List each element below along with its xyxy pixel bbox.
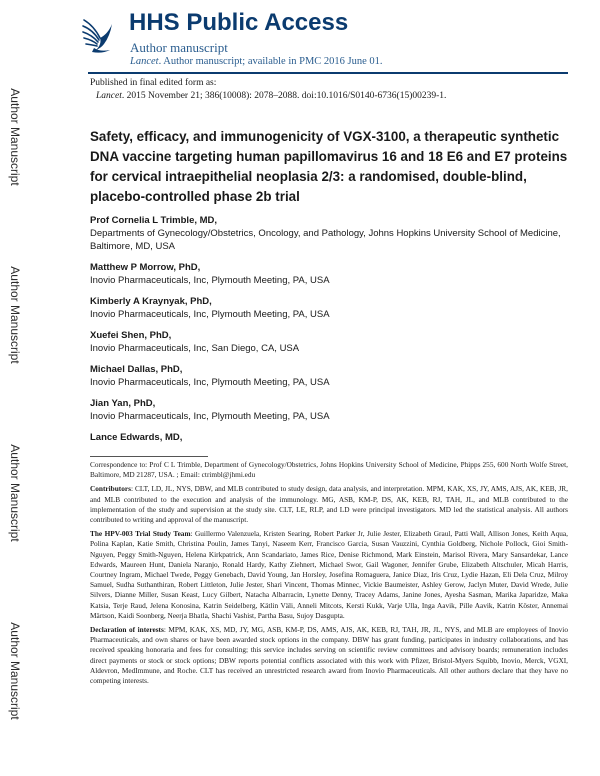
side-label-4: Author Manuscript [8,622,22,720]
author-name: Jian Yan, PhD, [90,398,156,409]
study-team-label: The HPV-003 Trial Study Team [90,529,191,539]
study-team-text: : Guillermo Valenzuela, Kristen Searing, Robert Parker Jr, Julie Jester, Elizabeth Graul, Patti Wall, Allison Jones, Keith Aqua, Polina Kaplan, Katie Smith, Christina Poulin, James Tanyi, Naseem Kerr, Francisco Garcia, Susan Vauzzini, Cynthia Goldberg, Nichole Pollock, Gioi Smith-Nguyen, Peggy Smith-Nguyen, Helena Kirkpatrick, Ann Scandariato, James Rice, Denise Richmond, Mark Einstein, Marisol Rivera, Mary Sansardekar, Lance Edwards, Maureen Hunt, Daniela Naranjo, Ronald Hardy, Kathy Ziehnert, Michael Swor, Gail Wagoner, Jennifer Grube, Elizabeth Altschuler, Micah Harris, Courtney Ingram, Michael Twede, Peggy Genebach, David Young, Jan Horsley, Josefina Romaguera, Janice Diaz, Iris Cruz, Lydie Hazan, Eli Dela Cruz, Milroy Samuel, Sudha Suthanthiran, Robert Littleton, Julie Jester, Shari Vincent, Thomas Minnec, Vickie Baumeister, Ashley Gerow, Jaclyn Muter, David Wrede, Julie Silvers, Dianne Miller, Susan Keast, Lucy Gilbert, Natacha Albarracin, Lynette Denny, Tracey Adams, Janine Jones, Ayesha Sasman, Marika Japaridze, Maka Katsia, Terje Raud, Jelena Konosina, Katrin Seidelberg, Kätlin Väli, Anneli Mitcots, Kersti Kukk, Varje Ulla, Inga Aavik, Pille Aavik, Katrin Köster, Annemai Märtson, Kaidi Soonberg, Neerja Bhatla, Shachi Vashist, Partha Basu, Sujoy Dasgupta. [90,529,568,620]
interests-note [90,625,568,686]
footnotes [90,460,568,690]
author-entry [90,214,568,253]
interests-text: : MPM, KAK, XS, MD, JY, MG, ASB, KM-P, DS, AMS, AJS, AK, KEB, RJ, TAH, JR, JL, NYS, and MLB are employees of Inovio Pharmaceuticals, and own shares or have been awarded stock options in the company. DBW has grant funding, participates in industry collaborations, and has received speaking honoraria and fees for consulting; this service includes serving on scientific review committees and advisory boards; remuneration includes direct payments or stock or stock options; DBW reports potential conflicts associated with this work with Pfizer, Bristol-Myers Squibb, Inovio, Merck, VGXI, Aldevron, MedImmune, and Roche. CLT has received an unrestricted research award from Inovio Pharmaceuticals. All other authors declare that they have no competing interests. [90,625,568,686]
interests-label: Declaration of interests [90,625,164,635]
availability-line [130,56,383,67]
side-label-2: Author Manuscript [8,266,22,364]
header-rule [88,72,568,74]
published-note: Published in final edited form as: [90,78,217,88]
author-affiliation: Departments of Gynecology/Obstetrics, Oncology, and Pathology, Johns Hopkins University School of Medicine, Baltimore, MD, USA [90,228,561,252]
publication-citation [96,91,446,101]
author-affiliation: Inovio Pharmaceuticals, Inc, Plymouth Meeting, PA, USA [90,275,330,286]
author-list [90,214,568,452]
hhs-public-access-title: HHS Public Access [129,9,349,36]
availability-journal: Lancet [130,56,159,67]
author-name: Kimberly A Kraynyak, PhD, [90,296,212,307]
footnote-rule [90,456,208,457]
contributors-note [90,484,568,525]
author-entry [90,329,568,355]
author-affiliation: Inovio Pharmaceuticals, Inc, Plymouth Meeting, PA, USA [90,309,330,320]
author-name: Prof Cornelia L Trimble, MD, [90,215,218,226]
author-affiliation: Inovio Pharmaceuticals, Inc, Plymouth Meeting, PA, USA [90,377,330,388]
availability-text: . Author manuscript; available in PMC 2016 June 01. [158,56,383,67]
author-entry [90,397,568,423]
hhs-eagle-logo [80,12,116,56]
author-name: Matthew P Morrow, PhD, [90,262,201,273]
contributors-text: : CLT, LD, JL, NYS, DBW, and MLB contributed to study design, data analysis, and interpretation. MPM, KAK, XS, JY, AMS, AJS, AK, KEB, JR, and MLB contributed to the execution and analysis of the immunology. MG, ASB, KM-P, DS, AK, KEB, RJ, TAH, JL, and MLB contributed to the implementation of the study and supervision at the study site. CLT, LE, RLP, and LD were principal investigators. MD led the statistical analysis. All authors contributed to writing and approval of the manuscript. [90,484,568,525]
author-entry [90,261,568,287]
author-manuscript-subtitle: Author manuscript [130,40,228,55]
correspondence-note: Correspondence to: Prof C L Trimble, Department of Gynecology/Obstetrics, Johns Hopkins University School of Medicine, Phipps 255, 600 North Wolfe Street, Baltimore, MD 21287, USA. ; Email: ctrimbl@jhmi.edu [90,460,568,480]
side-label-3: Author Manuscript [8,444,22,542]
author-affiliation: Inovio Pharmaceuticals, Inc, San Diego, CA, USA [90,343,300,354]
author-entry [90,431,568,444]
citation-details: . 2015 November 21; 386(10008): 2078–2088. doi:10.1016/S0140-6736(15)00239-1. [121,91,447,101]
author-affiliation: Inovio Pharmaceuticals, Inc, Plymouth Meeting, PA, USA [90,411,330,422]
author-name: Xuefei Shen, PhD, [90,330,172,341]
study-team-note [90,529,568,621]
author-entry [90,295,568,321]
author-entry [90,363,568,389]
citation-journal: Lancet [96,91,122,101]
article-title: Safety, efficacy, and immunogenicity of VGX-3100, a therapeutic synthetic DNA vaccine targeting human papillomavirus 16 and 18 E6 and E7 proteins for cervical intraepithelial neoplasia 2/3: a randomised, double-blind, placebo-controlled phase 2b trial [90,129,568,204]
side-label-1: Author Manuscript [8,88,22,186]
author-name: Lance Edwards, MD, [90,432,183,443]
author-name: Michael Dallas, PhD, [90,364,183,375]
contributors-label: Contributors [90,484,131,494]
